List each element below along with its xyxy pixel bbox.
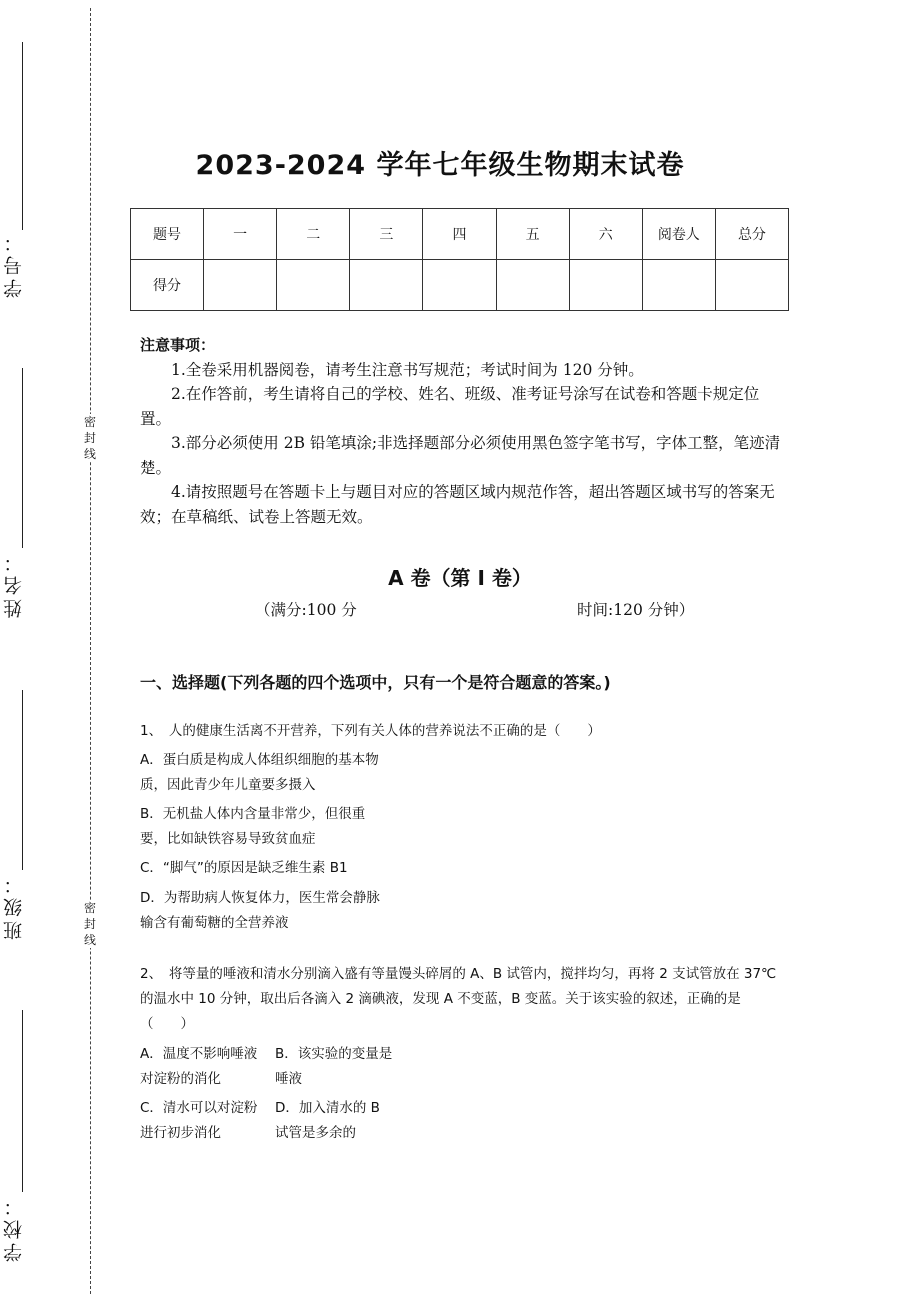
option-d[interactable]: D．为帮助病人恢复体力，医生常会静脉输含有葡萄糖的全营养液 xyxy=(140,890,380,931)
score-cell[interactable] xyxy=(204,260,277,311)
header-cell: 总分 xyxy=(715,209,788,260)
score-cell[interactable] xyxy=(423,260,496,311)
header-cell: 题号 xyxy=(131,209,204,260)
seal-char: 密 xyxy=(83,901,96,915)
header-cell: 二 xyxy=(277,209,350,260)
class-line[interactable] xyxy=(22,690,23,870)
school-line[interactable] xyxy=(22,1010,23,1192)
part-heading: 一、选择题(下列各题的四个选项中，只有一个是符合题意的答案。) xyxy=(140,673,611,692)
header-cell: 三 xyxy=(350,209,423,260)
question-stem: 1、 人的健康生活离不开营养，下列有关人体的营养说法不正确的是（ ） xyxy=(140,723,601,739)
school-label: 学校： xyxy=(3,1193,25,1262)
header-cell: 六 xyxy=(569,209,642,260)
name-label: 姓名： xyxy=(3,549,25,618)
header-cell: 阅卷人 xyxy=(642,209,715,260)
header-cell: 一 xyxy=(204,209,277,260)
fold-line xyxy=(90,8,91,1294)
notice-item: 2.在作答前，考生请将自己的学校、姓名、班级、准考证号涂写在试卷和答题卡规定位置。 xyxy=(140,385,760,428)
seal-mark-top xyxy=(82,414,98,462)
notice-item: 1.全卷采用机器阅卷，请考生注意书写规范；考试时间为 120 分钟。 xyxy=(171,360,644,379)
score-row-label: 得分 xyxy=(131,260,204,311)
option-c[interactable]: C．清水可以对淀粉进行初步消化 xyxy=(140,1100,258,1141)
question-stem: 2、 将等量的唾液和清水分别滴入盛有等量馒头碎屑的 A、B 试管内，搅拌均匀，再将 2 支试管放在 37℃的温水中 10 分钟，取出后各滴入 2 滴碘液，发现 A 不变蓝，B 变蓝。关于该实验的叙述，正确的是（ ） xyxy=(140,966,777,1032)
score-cell[interactable] xyxy=(277,260,350,311)
option-a[interactable]: A．温度不影响唾液对淀粉的消化 xyxy=(140,1046,258,1087)
full-score: （满分:100 分 xyxy=(255,601,357,619)
option-d[interactable]: D．加入清水的 B 试管是多余的 xyxy=(275,1100,380,1141)
name-line[interactable] xyxy=(22,368,23,548)
exam-title: 2023-2024 学年七年级生物期末试卷 xyxy=(195,150,685,181)
section-title: A 卷（第 I 卷） xyxy=(388,566,532,590)
score-table-score-row xyxy=(131,260,789,311)
seal-char: 封 xyxy=(83,431,96,445)
header-cell: 五 xyxy=(496,209,569,260)
seal-char: 密 xyxy=(83,415,96,429)
seal-char: 线 xyxy=(83,933,96,947)
seal-mark-bottom xyxy=(82,900,98,948)
option-a[interactable]: A．蛋白质是构成人体组织细胞的基本物质，因此青少年儿童要多摄入 xyxy=(140,752,379,793)
seal-char: 封 xyxy=(83,917,96,931)
score-table xyxy=(130,208,789,311)
seal-char: 线 xyxy=(83,447,96,461)
notice-item: 3.部分必须使用 2B 铅笔填涂;非选择题部分必须使用黑色签字笔书写，字体工整，笔迹清楚。 xyxy=(140,434,781,477)
option-b[interactable]: B．无机盐人体内含量非常少，但很重要，比如缺铁容易导致贫血症 xyxy=(140,806,366,847)
option-c[interactable]: C．“脚气”的原因是缺乏维生素 B1 xyxy=(140,860,348,876)
header-cell: 四 xyxy=(423,209,496,260)
score-cell[interactable] xyxy=(350,260,423,311)
score-table-header-row xyxy=(131,209,789,260)
student-id-line[interactable] xyxy=(22,42,23,230)
student-id-label: 学号： xyxy=(3,229,25,298)
notice-heading: 注意事项： xyxy=(140,336,216,354)
exam-time: 时间:120 分钟） xyxy=(577,601,695,619)
option-b[interactable]: B．该实验的变量是唾液 xyxy=(275,1046,393,1087)
score-cell[interactable] xyxy=(715,260,788,311)
score-cell[interactable] xyxy=(569,260,642,311)
notice-item: 4.请按照题号在答题卡上与题目对应的答题区域内规范作答，超出答题区域书写的答案无效；在草稿纸、试卷上答题无效。 xyxy=(140,483,775,526)
score-cell[interactable] xyxy=(642,260,715,311)
score-cell[interactable] xyxy=(496,260,569,311)
class-label: 班级： xyxy=(3,871,25,940)
notice-block xyxy=(140,333,785,529)
